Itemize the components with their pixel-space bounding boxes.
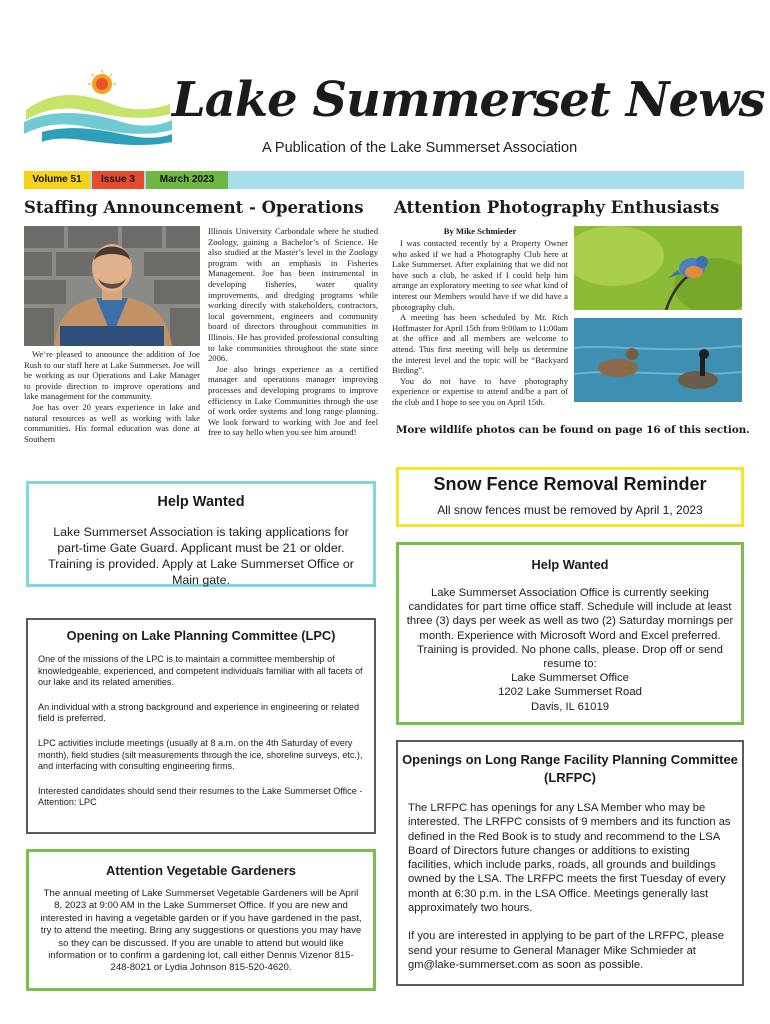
- vegetable-gardeners-text: The annual meeting of Lake Summerset Vegetable Gardeners will be April 8, 2023 at 9:00 AM in the Lake Summerset Office. If you are new and interested in having a vegetable garden or if you have gardened in the past, try to attend the meeting. Bring any suggestions or questions you may have so they can be discussed. If you are unable to attend but would like information or to confirm a gardening lot, call either Dennis Vizenor 815-248-8021 or Lydia Johnson 815-520-4620.: [40, 888, 362, 974]
- newsletter-subtitle: A Publication of the Lake Summerset Association: [262, 140, 578, 156]
- staffing-paragraph: Joe has over 20 years experience in lake and natural resources as well as working with lake communities. His formal education was done at Southern: [24, 401, 200, 444]
- lrfpc-paragraph: The LRFPC has openings for any LSA Member who may be interested. The LRFPC consists of 9 members and its function as defined in the Red Book is to study and recommend to the LSA Board of Directors future changes or additions to existing facilities, which include parks, roads, all grounds and buildings owned by the LSA. The LRFPC meets the first Tuesday of every month at 6:30 p.m. in the LSA Office. Meetings generally last approximately two hours.: [408, 802, 731, 915]
- vegetable-gardeners-title: Attention Vegetable Gardeners: [106, 863, 296, 878]
- lpc-paragraph: One of the missions of the LPC is to maintain a committee membership of knowledgeable, experienced, and competent individuals familiar with all facets of our lake and its related amenities.: [38, 654, 363, 688]
- staffing-headline: Staffing Announcement - Operations: [24, 198, 364, 217]
- photography-byline: By Mike Schmieder: [443, 226, 517, 236]
- photography-headline: Attention Photography Enthusiasts: [394, 198, 720, 217]
- newsletter-title: Lake Summerset News: [172, 72, 765, 128]
- lrfpc-title: Openings on Long Range Facility Planning Committee (LRFPC): [402, 752, 738, 785]
- wildlife-note: More wildlife photos can be found on page 16 of this section.: [396, 424, 750, 436]
- staffing-column-2: [208, 226, 378, 438]
- help-wanted-office-title: Help Wanted: [531, 557, 609, 572]
- lrfpc-paragraph: If you are interested in applying to be part of the LRFPC, please send your resume to General Manager Mike Schmieder at gm@lake-summerset.com as soon as possible.: [408, 930, 724, 971]
- lpc-box: [26, 618, 376, 834]
- lrfpc-box: [396, 740, 744, 986]
- photography-paragraph: I was contacted recently by a Property Owner who asked if we had a Photography Club here at Lake Summerset. After explaining that we did not have such a club, he asked if I could help him arrange an exploratory meeting to see what kind of interest our Members would have if we did have a photography club.: [392, 238, 568, 312]
- help-wanted-gate-box: [26, 481, 376, 587]
- issue-bar: [24, 171, 744, 189]
- lpc-paragraph: Interested candidates should send their resumes to the Lake Summerset Office - Attention: LPC: [38, 785, 363, 808]
- lpc-paragraph: An individual with a strong background and experience in engineering or related field is preferred.: [38, 701, 360, 724]
- staff-portrait-photo: [24, 226, 200, 346]
- photography-paragraph: You do not have to have photography experience or expertise to attend and/be a part of the club and I hope to see you on April 15th.: [392, 375, 568, 407]
- photography-paragraph: A meeting has been scheduled by Mr. Rich Hoffmaster for April 15th from 9:00am to 11:00am at the office and all members are welcome to attend. This first meeting will help us determine the interest level and the topic will be “Backyard Birding”.: [392, 312, 568, 376]
- snow-fence-text: All snow fences must be removed by April 1, 2023: [437, 503, 703, 517]
- help-wanted-office-text: [399, 586, 741, 714]
- staffing-column-1: [24, 349, 200, 444]
- help-wanted-office-box: [396, 542, 744, 725]
- lpc-paragraph: LPC activities include meetings (usually at 8 a.m. on the 4th Saturday of every month), field studies (silt measurements through the ice, shoreline surveys, etc.), and interfacing with consulting engineering firms.: [38, 737, 363, 772]
- help-wanted-gate-title: Help Wanted: [157, 494, 245, 510]
- vegetable-gardeners-box: [26, 849, 376, 991]
- help-wanted-gate-text: Lake Summerset Association is taking applications for part-time Gate Guard. Applicant must be 21 or older. Training is provided. Apply at Lake Summerset Office or Main gate.: [48, 525, 354, 587]
- office-address-line: 1202 Lake Summerset Road: [498, 686, 642, 699]
- staffing-paragraph: Joe also brings experience as a certified manager and operations manager improving processes and developing programs to improve efficiency in Lake Communities through the use of work order systems and long range planning. We look forward to working with Joe and feel free to say hello when you see him around!: [208, 363, 378, 438]
- staffing-paragraph: We’re pleased to announce the addition of Joe Rush to our staff here at Lake Summerset. Joe will be working as our Operations and Lake Manager to provide direction to improve operations and lake management for the community.: [24, 349, 200, 402]
- help-wanted-office-body: Lake Summerset Association Office is currently seeking candidates for part time office staff. Schedule will include at least three (3) days per week as well as two (2) Saturday mornings per month. Experience with Microsoft Word and Excel preferred. Training is provided. No phone calls, please. Drop off or send resume to:: [406, 587, 734, 671]
- issue-label: Issue 3: [92, 171, 144, 189]
- snow-fence-title: Snow Fence Removal Reminder: [433, 474, 707, 494]
- office-address-line: Davis, IL 61019: [530, 700, 610, 713]
- photography-body: [392, 238, 568, 408]
- date-label: March 2023: [146, 171, 228, 189]
- ducks-photo: [574, 318, 742, 402]
- snow-fence-box: [396, 467, 744, 527]
- office-address-line: Lake Summerset Office: [511, 672, 629, 685]
- lake-summerset-logo: [22, 70, 172, 150]
- lpc-title: Opening on Lake Planning Committee (LPC): [66, 628, 336, 643]
- bluebird-photo: [574, 226, 742, 310]
- volume-label: Volume 51: [24, 171, 90, 189]
- staffing-paragraph: Illinois University Carbondale where he studied Zoology, gaining a Bachelor’s of Science. He also studied at the Master’s level in the Zoology program with an emphasis in Fisheries Management. Joe has been instrumental in developing fisheries, water quality improvements, and dredging programs while working directly with stakeholders, contractors, local government, engineers and community board of directors throughout communities in Illinois. He has provided professional consulting to lake communities throughout the state since 2006.: [208, 226, 378, 364]
